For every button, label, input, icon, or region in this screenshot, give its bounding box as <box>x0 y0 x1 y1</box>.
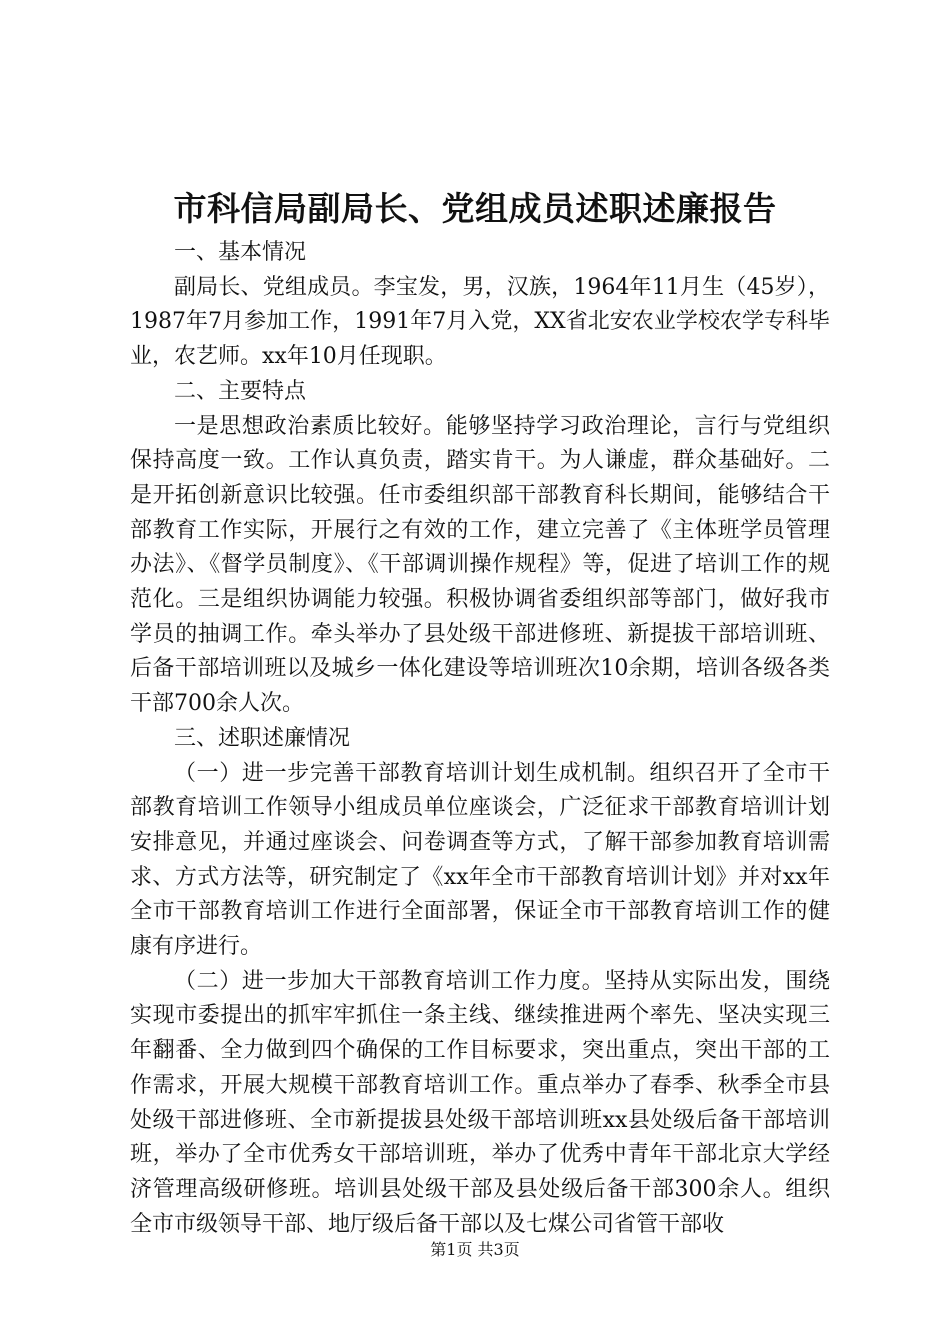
paragraph-basic-info: 副局长、党组成员。李宝发，男，汉族，1964年11月生（45岁），1987年7月参加工作，1991年7月入党，XX省北安农业学校农学专科毕业，农艺师。xx年10月任现职。 <box>130 274 830 370</box>
section-heading-main-traits: 二、主要特点 <box>174 378 307 404</box>
paragraph-report-2: （二）进一步加大干部教育培训工作力度。坚持从实际出发，围绕实现市委提出的抓牢牢抓住一条主线、继续推进两个率先、坚决实现三年翻番、全力做到四个确保的工作目标要求，突出重点，突出干部的工作需求，开展大规模干部教育培训工作。重点举办了春季、秋季全市县处级干部进修班、全市新提拔县处级干部培训班xx县处级后备干部培训班，举办了全市优秀女干部培训班，举办了优秀中青年干部北京大学经济管理高级研修班。培训县处级干部及县处级后备干部300余人。组织全市市级领导干部、地厅级后备干部以及七煤公司省管干部收 <box>130 968 830 1237</box>
section-heading-report: 三、述职述廉情况 <box>174 725 351 751</box>
paragraph-main-traits: 一是思想政治素质比较好。能够坚持学习政治理论，言行与党组织保持高度一致。工作认真负责，踏实肯干。为人谦虚，群众基础好。二是开拓创新意识比较强。任市委组织部干部教育科长期间，能够结合干部教育工作实际，开展行之有效的工作，建立完善了《主体班学员管理办法》、《督学员制度》、《干部调训操作规程》等，促进了培训工作的规范化。三是组织协调能力较强。积极协调省委组织部等部门，做好我市学员的抽调工作。牵头举办了县处级干部进修班、新提拔干部培训班、后备干部培训班以及城乡一体化建设等培训班次10余期，培训各级各类干部700余人次。 <box>130 413 830 717</box>
section-heading-basic-info: 一、基本情况 <box>174 240 307 265</box>
document-title: 市科信局副局长、党组成员述职述廉报告 <box>173 189 777 228</box>
paragraph-report-1: （一）进一步完善干部教育培训计划生成机制。组织召开了全市干部教育培训工作领导小组成员单位座谈会，广泛征求干部教育培训计划安排意见，并通过座谈会、问卷调查等方式，了解干部参加教育培训需求、方式方法等，研究制定了《xx年全市干部教育培训计划》并对xx年全市干部教育培训工作进行全面部署，保证全市干部教育培训工作的健康有序进行。 <box>130 760 830 960</box>
page-footer: 第1页 共3页 <box>430 1240 520 1259</box>
document-body <box>130 236 830 1242</box>
